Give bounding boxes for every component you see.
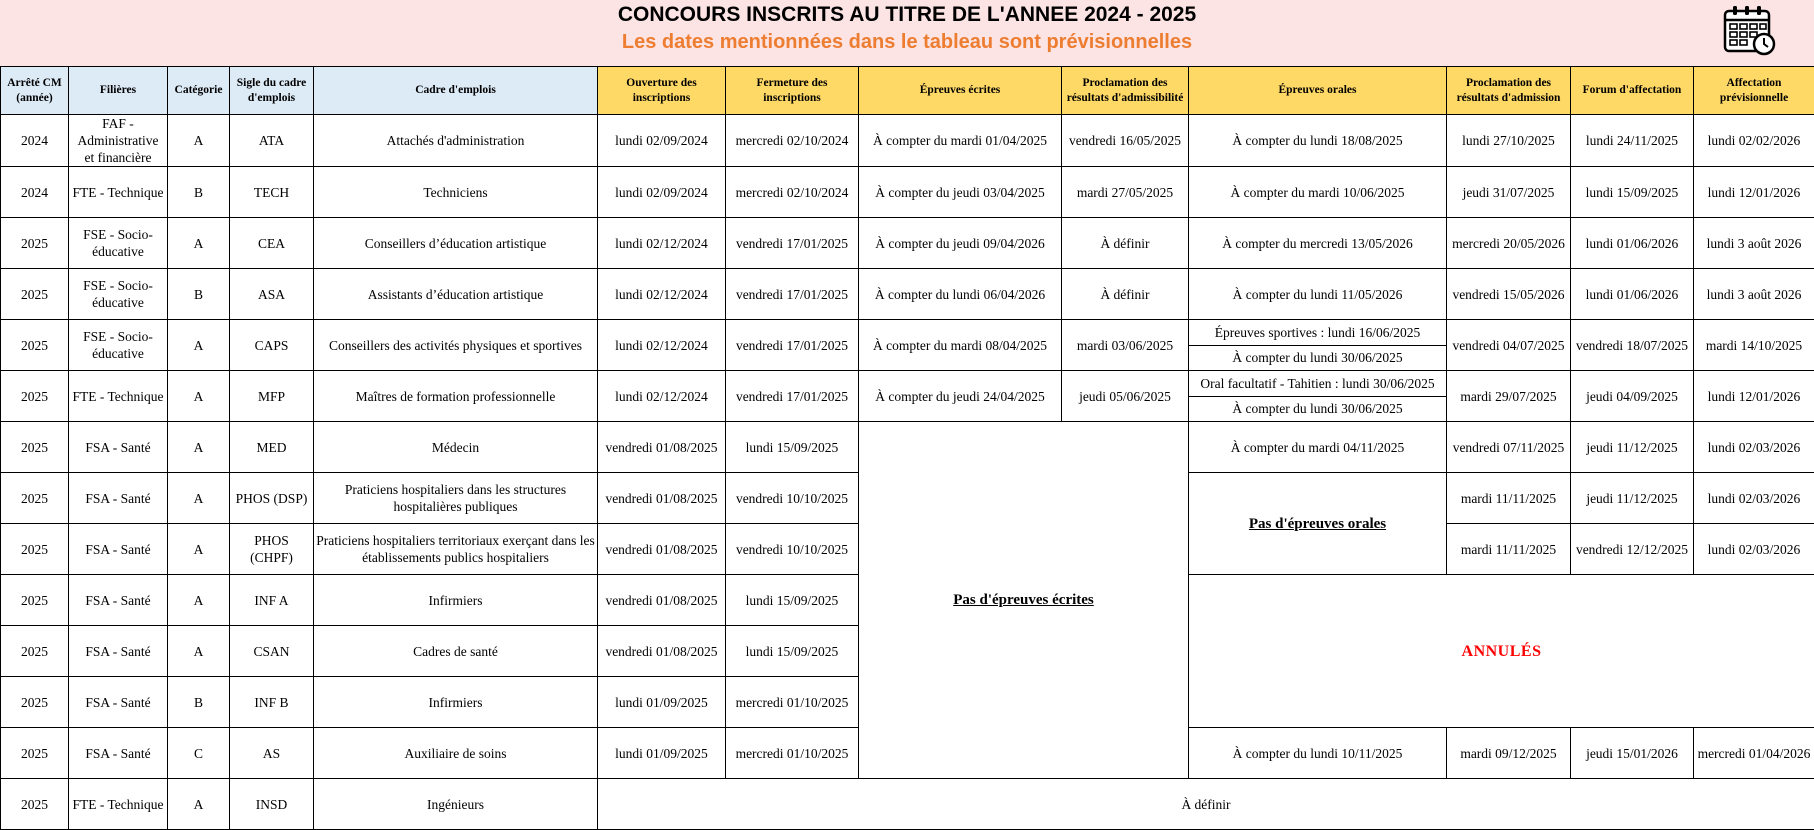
col-header: Arrêté CM (année)	[1, 67, 69, 115]
cell-filiere: FSA - Santé	[69, 422, 168, 473]
no-ecrites-cell	[859, 422, 1189, 779]
col-header: Affectation prévisionnelle	[1694, 67, 1814, 115]
cell-sigle: AS	[230, 728, 314, 779]
cell-affectation: lundi 12/01/2026	[1694, 167, 1814, 218]
cell-affectation: lundi 02/02/2026	[1694, 115, 1814, 167]
annules-label: ANNULÉS	[1462, 643, 1542, 660]
cell-open: lundi 02/12/2024	[598, 218, 726, 269]
cell-filiere: FSE - Socio-éducative	[69, 218, 168, 269]
cell-open: vendredi 01/08/2025	[598, 473, 726, 524]
cell-close: mercredi 01/10/2025	[726, 677, 859, 728]
page-title: CONCOURS INSCRITS AU TITRE DE L'ANNEE 2024 - 2025	[0, 3, 1814, 27]
cell-admission: vendredi 07/11/2025	[1447, 422, 1571, 473]
cell-admissibilite: À définir	[1062, 218, 1189, 269]
cell-category: A	[168, 422, 230, 473]
col-header: Épreuves orales	[1189, 67, 1447, 115]
cell-close: mercredi 02/10/2024	[726, 115, 859, 167]
cell-category: C	[168, 728, 230, 779]
cell-admission: mardi 09/12/2025	[1447, 728, 1571, 779]
cell-forum: vendredi 12/12/2025	[1571, 524, 1694, 575]
no-orales-cell	[1189, 473, 1447, 575]
cell-admission: vendredi 15/05/2026	[1447, 269, 1571, 320]
cell-orales-facultatif: Oral facultatif - Tahitien : lundi 30/06/2025	[1189, 371, 1447, 397]
cell-cadre: Techniciens	[314, 167, 598, 218]
col-header: Filières	[69, 67, 168, 115]
col-header: Cadre d'emplois	[314, 67, 598, 115]
cell-admissibilite: mardi 03/06/2025	[1062, 320, 1189, 371]
cell-close: vendredi 17/01/2025	[726, 218, 859, 269]
cell-filiere: FTE - Technique	[69, 167, 168, 218]
cell-close: vendredi 17/01/2025	[726, 320, 859, 371]
cell-cadre: Praticiens hospitaliers territoriaux exerçant dans les établissements publics hospitaliers	[314, 524, 598, 575]
page-header	[0, 0, 1814, 66]
cell-year: 2025	[1, 575, 69, 626]
cell-category: B	[168, 269, 230, 320]
cell-close: mercredi 01/10/2025	[726, 728, 859, 779]
cell-ecrites: À compter du jeudi 09/04/2026	[859, 218, 1062, 269]
cell-open: vendredi 01/08/2025	[598, 626, 726, 677]
cell-filiere: FSA - Santé	[69, 524, 168, 575]
cell-orales: À compter du lundi 10/11/2025	[1189, 728, 1447, 779]
cell-forum: lundi 15/09/2025	[1571, 167, 1694, 218]
cell-sigle: INF A	[230, 575, 314, 626]
cell-sigle: ATA	[230, 115, 314, 167]
cell-category: A	[168, 218, 230, 269]
cell-cadre: Conseillers des activités physiques et sportives	[314, 320, 598, 371]
cell-cadre: Infirmiers	[314, 677, 598, 728]
cell-category: A	[168, 320, 230, 371]
cell-cadre: Médecin	[314, 422, 598, 473]
cell-close: vendredi 17/01/2025	[726, 269, 859, 320]
col-header: Catégorie	[168, 67, 230, 115]
cell-filiere: FTE - Technique	[69, 779, 168, 830]
table-row	[1, 422, 1814, 473]
cell-filiere: FSE - Socio-éducative	[69, 269, 168, 320]
cell-admission: mardi 11/11/2025	[1447, 524, 1571, 575]
cell-ecrites: À compter du jeudi 24/04/2025	[859, 371, 1062, 422]
col-header: Sigle du cadre d'emplois	[230, 67, 314, 115]
cell-admission: jeudi 31/07/2025	[1447, 167, 1571, 218]
cell-cadre: Assistants d’éducation artistique	[314, 269, 598, 320]
cell-orales: À compter du lundi 11/05/2026	[1189, 269, 1447, 320]
cell-admissibilite: jeudi 05/06/2025	[1062, 371, 1189, 422]
cell-close: vendredi 10/10/2025	[726, 524, 859, 575]
cell-orales: À compter du mercredi 13/05/2026	[1189, 218, 1447, 269]
cell-affectation: lundi 02/03/2026	[1694, 524, 1814, 575]
cell-cadre: Auxiliaire de soins	[314, 728, 598, 779]
cell-forum: lundi 24/11/2025	[1571, 115, 1694, 167]
cell-ecrites: À compter du jeudi 03/04/2025	[859, 167, 1062, 218]
cell-year: 2025	[1, 320, 69, 371]
cell-cadre: Attachés d'administration	[314, 115, 598, 167]
cell-open: vendredi 01/08/2025	[598, 575, 726, 626]
cell-open: lundi 02/09/2024	[598, 167, 726, 218]
cell-year: 2025	[1, 269, 69, 320]
cell-filiere: FSA - Santé	[69, 575, 168, 626]
cell-sigle: PHOS (DSP)	[230, 473, 314, 524]
cell-ecrites: À compter du mardi 08/04/2025	[859, 320, 1062, 371]
cell-open: vendredi 01/08/2025	[598, 422, 726, 473]
cell-close: lundi 15/09/2025	[726, 626, 859, 677]
cell-category: A	[168, 626, 230, 677]
cell-forum: jeudi 11/12/2025	[1571, 473, 1694, 524]
cell-filiere: FSA - Santé	[69, 473, 168, 524]
cell-open: lundi 02/12/2024	[598, 371, 726, 422]
cell-sigle: MED	[230, 422, 314, 473]
cell-admission: vendredi 04/07/2025	[1447, 320, 1571, 371]
cell-open: lundi 02/12/2024	[598, 320, 726, 371]
cell-open: vendredi 01/08/2025	[598, 524, 726, 575]
table-row	[1, 320, 1814, 346]
cell-close: lundi 15/09/2025	[726, 575, 859, 626]
cell-category: A	[168, 473, 230, 524]
cell-affectation: mercredi 01/04/2026	[1694, 728, 1814, 779]
cell-orales: À compter du mardi 04/11/2025	[1189, 422, 1447, 473]
cell-year: 2025	[1, 473, 69, 524]
table-row	[1, 218, 1814, 269]
table-row	[1, 371, 1814, 397]
col-header: Ouverture des inscriptions	[598, 67, 726, 115]
table-row	[1, 167, 1814, 218]
cell-open: lundi 02/12/2024	[598, 269, 726, 320]
cell-cadre: Cadres de santé	[314, 626, 598, 677]
cell-filiere: FTE - Technique	[69, 371, 168, 422]
cell-filiere: FSA - Santé	[69, 677, 168, 728]
cell-ecrites: À compter du lundi 06/04/2026	[859, 269, 1062, 320]
cell-forum: jeudi 15/01/2026	[1571, 728, 1694, 779]
cell-affectation: lundi 3 août 2026	[1694, 218, 1814, 269]
cell-admissibilite: À définir	[1062, 269, 1189, 320]
cell-filiere: FSE - Socio-éducative	[69, 320, 168, 371]
cell-year: 2025	[1, 677, 69, 728]
cell-year: 2025	[1, 524, 69, 575]
cell-year: 2024	[1, 115, 69, 167]
cell-affectation: mardi 14/10/2025	[1694, 320, 1814, 371]
cell-close: vendredi 17/01/2025	[726, 371, 859, 422]
cell-close: mercredi 02/10/2024	[726, 167, 859, 218]
cell-sigle: CEA	[230, 218, 314, 269]
cell-forum: vendredi 18/07/2025	[1571, 320, 1694, 371]
cell-category: B	[168, 677, 230, 728]
cell-filiere: FSA - Santé	[69, 626, 168, 677]
cell-orales: À compter du lundi 18/08/2025	[1189, 115, 1447, 167]
cell-year: 2025	[1, 422, 69, 473]
cell-cadre: Maîtres de formation professionnelle	[314, 371, 598, 422]
page-subtitle: Les dates mentionnées dans le tableau sont prévisionnelles	[0, 31, 1814, 54]
cell-open: lundi 02/09/2024	[598, 115, 726, 167]
cell-year: 2025	[1, 728, 69, 779]
cell-category: A	[168, 115, 230, 167]
cell-orales: À compter du lundi 30/06/2025	[1189, 396, 1447, 422]
cell-orales: À compter du mardi 10/06/2025	[1189, 167, 1447, 218]
cell-admissibilite: mardi 27/05/2025	[1062, 167, 1189, 218]
cell-cadre: Praticiens hospitaliers dans les structures hospitalières publiques	[314, 473, 598, 524]
table-header-row	[1, 67, 1814, 115]
cell-sigle: CAPS	[230, 320, 314, 371]
annules-cell	[1189, 575, 1814, 728]
cell-sigle: CSAN	[230, 626, 314, 677]
cell-admission: mardi 29/07/2025	[1447, 371, 1571, 422]
cell-open: lundi 01/09/2025	[598, 677, 726, 728]
cell-orales-sportives: Épreuves sportives : lundi 16/06/2025	[1189, 320, 1447, 346]
cell-open: lundi 01/09/2025	[598, 728, 726, 779]
col-header: Fermeture des inscriptions	[726, 67, 859, 115]
cell-orales: À compter du lundi 30/06/2025	[1189, 345, 1447, 371]
cell-category: A	[168, 524, 230, 575]
cell-admission: lundi 27/10/2025	[1447, 115, 1571, 167]
cell-admissibilite: vendredi 16/05/2025	[1062, 115, 1189, 167]
cell-filiere: FSA - Santé	[69, 728, 168, 779]
cell-sigle: PHOS (CHPF)	[230, 524, 314, 575]
cell-year: 2024	[1, 167, 69, 218]
cell-year: 2025	[1, 371, 69, 422]
cell-category: A	[168, 575, 230, 626]
cell-year: 2025	[1, 218, 69, 269]
table-row	[1, 779, 1814, 830]
cell-affectation: lundi 02/03/2026	[1694, 473, 1814, 524]
cell-ecrites: À compter du mardi 01/04/2025	[859, 115, 1062, 167]
calendar-icon	[1722, 4, 1778, 56]
cell-cadre: Conseillers d’éducation artistique	[314, 218, 598, 269]
no-orales-label: Pas d'épreuves orales	[1249, 516, 1386, 532]
concours-table	[0, 66, 1814, 830]
cell-sigle: TECH	[230, 167, 314, 218]
cell-forum: jeudi 11/12/2025	[1571, 422, 1694, 473]
cell-cadre: Ingénieurs	[314, 779, 598, 830]
cell-forum: jeudi 04/09/2025	[1571, 371, 1694, 422]
cell-cadre: Infirmiers	[314, 575, 598, 626]
col-header: Forum d'affectation	[1571, 67, 1694, 115]
cell-category: A	[168, 779, 230, 830]
cell-admission: mardi 11/11/2025	[1447, 473, 1571, 524]
cell-sigle: ASA	[230, 269, 314, 320]
cell-close: vendredi 10/10/2025	[726, 473, 859, 524]
cell-affectation: lundi 3 août 2026	[1694, 269, 1814, 320]
cell-forum: lundi 01/06/2026	[1571, 218, 1694, 269]
cell-category: B	[168, 167, 230, 218]
cell-admission: mercredi 20/05/2026	[1447, 218, 1571, 269]
col-header: Proclamation des résultats d'admissibilité	[1062, 67, 1189, 115]
no-ecrites-label: Pas d'épreuves écrites	[953, 592, 1094, 608]
table-row	[1, 269, 1814, 320]
cell-category: A	[168, 371, 230, 422]
cell-sigle: INF B	[230, 677, 314, 728]
cell-sigle: INSD	[230, 779, 314, 830]
cell-a-definir: À définir	[598, 779, 1814, 830]
cell-year: 2025	[1, 626, 69, 677]
cell-forum: lundi 01/06/2026	[1571, 269, 1694, 320]
col-header: Proclamation des résultats d'admission	[1447, 67, 1571, 115]
cell-close: lundi 15/09/2025	[726, 422, 859, 473]
cell-year: 2025	[1, 779, 69, 830]
col-header: Épreuves écrites	[859, 67, 1062, 115]
table-row	[1, 115, 1814, 167]
cell-sigle: MFP	[230, 371, 314, 422]
cell-filiere: FAF - Administrative et financière	[69, 115, 168, 167]
cell-affectation: lundi 12/01/2026	[1694, 371, 1814, 422]
cell-affectation: lundi 02/03/2026	[1694, 422, 1814, 473]
